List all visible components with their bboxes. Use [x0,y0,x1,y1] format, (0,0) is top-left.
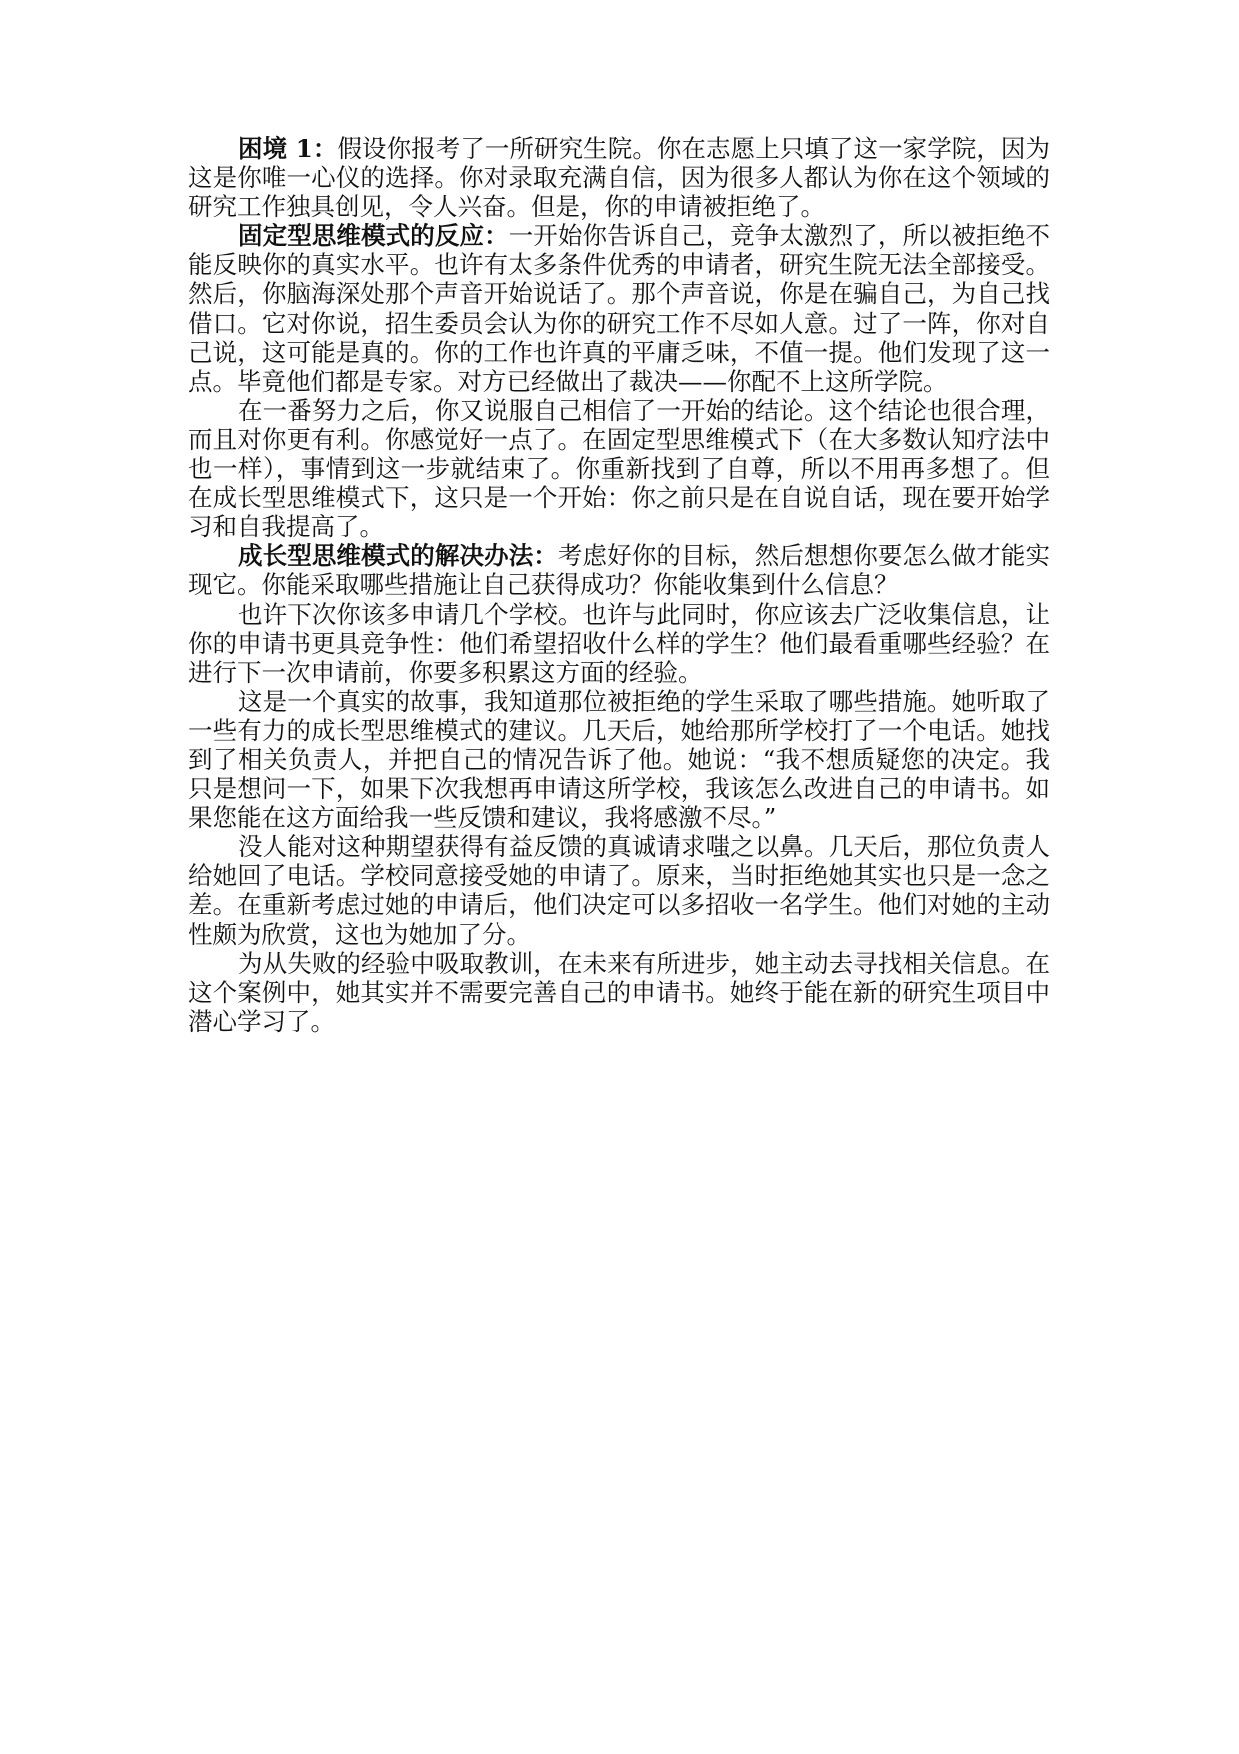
paragraph [188,832,1050,948]
text-line [188,192,1050,221]
line-text: 也许下次你该多申请几个学校。也许与此同时，你应该去广泛收集信息，让 [238,599,1050,629]
text-line [188,425,1050,454]
text-line [188,861,1050,890]
text-line [188,454,1050,483]
line-text: 果您能在这方面给我一些反馈和建议，我将感激不尽。” [188,803,777,833]
paragraph [188,600,1050,687]
text-line [188,920,1050,949]
text-line [188,221,1050,250]
line-text: 能反映你的真实水平。也许有太多条件优秀的申请者，研究生院无法全部接受。 [188,250,1050,280]
text-line [188,890,1050,919]
paragraph [188,221,1050,396]
line-text: 一开始你告诉自己，竞争太激烈了，所以被拒绝不 [508,221,1050,251]
text-line [188,745,1050,774]
line-text: 己说，这可能是真的。你的工作也许真的平庸乏味，不值一提。他们发现了这一 [188,337,1050,367]
line-text: 性颇为欣赏，这也为她加了分。 [188,919,531,949]
line-text: 到了相关负责人，并把自己的情况告诉了他。她说：“我不想质疑您的决定。我 [188,744,1050,774]
line-text: 潜心学习了。 [188,1006,335,1036]
line-text: 研究工作独具创见，令人兴奋。但是，你的申请被拒绝了。 [188,192,825,222]
text-line [188,600,1050,629]
text-line [188,367,1050,396]
paragraph [188,396,1050,541]
line-text: 而且对你更有利。你感觉好一点了。在固定型思维模式下（在大多数认知疗法中 [188,424,1050,454]
bold-heading: 困境 1： [238,134,338,163]
line-text: 考虑好你的目标，然后想想你要怎么做才能实 [557,541,1050,571]
text-line [188,803,1050,832]
bold-heading: 成长型思维模式的解决办法： [238,541,558,571]
text-line [188,163,1050,192]
text-line [188,629,1050,658]
text-line [188,570,1050,599]
text-line [188,541,1050,570]
line-text: 在一番努力之后，你又说服自己相信了一开始的结论。这个结论也很合理， [238,395,1050,425]
line-text: 你的申请书更具竞争性：他们希望招收什么样的学生？他们最看重哪些经验？在 [188,628,1050,658]
text-line [188,1007,1050,1036]
line-text: 这是一个真实的故事，我知道那位被拒绝的学生采取了哪些措施。她听取了 [238,686,1050,716]
text-line [188,396,1050,425]
paragraph [188,949,1050,1036]
line-text: 借口。它对你说，招生委员会认为你的研究工作不尽如人意。过了一阵，你对自 [188,308,1050,338]
paragraph [188,687,1050,832]
text-line [188,832,1050,861]
line-text: 这是你唯一心仪的选择。你对录取充满自信，因为很多人都认为你在这个领域的 [188,163,1050,193]
line-text: 假设你报考了一所研究生院。你在志愿上只填了这一家学院，因为 [337,134,1051,163]
line-text: 点。毕竟他们都是专家。对方已经做出了裁决——你配不上这所学院。 [188,366,948,396]
text-line [188,338,1050,367]
line-text: 只是想问一下，如果下次我想再申请这所学校，我该怎么改进自己的申请书。如 [188,774,1050,804]
paragraph [188,541,1050,599]
text-line [188,687,1050,716]
line-text: 然后，你脑海深处那个声音开始说话了。那个声音说，你是在骗自己，为自己找 [188,279,1050,309]
line-text: 习和自我提高了。 [188,512,384,542]
line-text: 给她回了电话。学校同意接受她的申请了。原来，当时拒绝她其实也只是一念之 [188,861,1050,891]
text-line [188,774,1050,803]
line-text: 这个案例中，她其实并不需要完善自己的申请书。她终于能在新的研究生项目中 [188,977,1050,1007]
text-line [188,483,1050,512]
text-line [188,250,1050,279]
text-line [188,279,1050,308]
text-line [188,134,1050,163]
line-text: 也一样），事情到这一步就结束了。你重新找到了自尊，所以不用再多想了。但 [188,454,1050,484]
line-text: 差。在重新考虑过她的申请后，他们决定可以多招收一名学生。他们对她的主动 [188,890,1050,920]
line-text: 没人能对这种期望获得有益反馈的真诚请求嗤之以鼻。几天后，那位负责人 [238,832,1050,862]
text-line [188,716,1050,745]
document-page [188,134,1050,1036]
line-text: 在成长型思维模式下，这只是一个开始：你之前只是在自说自话，现在要开始学 [188,483,1050,513]
line-text: 进行下一次申请前，你要多积累这方面的经验。 [188,657,703,687]
paragraph [188,134,1050,221]
line-text: 一些有力的成长型思维模式的建议。几天后，她给那所学校打了一个电话。她找 [188,715,1050,745]
bold-heading: 固定型思维模式的反应： [238,221,509,251]
text-line [188,658,1050,687]
text-line [188,309,1050,338]
text-line [188,949,1050,978]
text-line [188,978,1050,1007]
text-line [188,512,1050,541]
line-text: 为从失败的经验中吸取教训，在未来有所进步，她主动去寻找相关信息。在 [238,948,1050,978]
line-text: 现它。你能采取哪些措施让自己获得成功？你能收集到什么信息？ [188,570,899,600]
